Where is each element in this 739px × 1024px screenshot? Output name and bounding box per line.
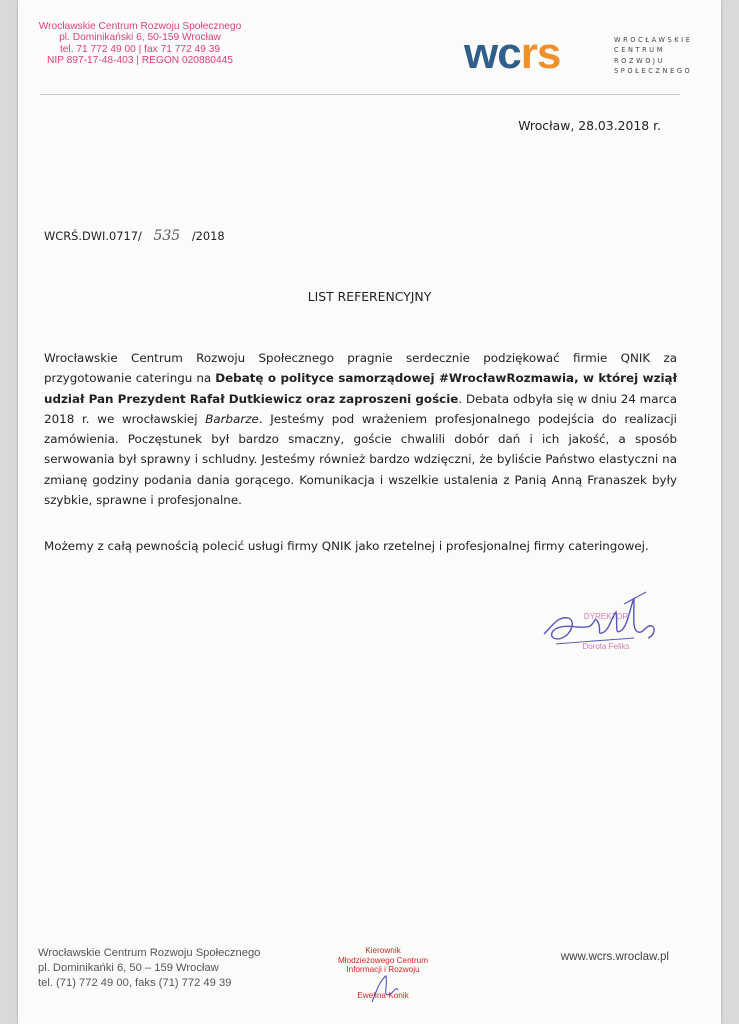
stamp-line: NIP 897-17-48-403 | REGON 020880445 bbox=[47, 55, 233, 67]
signature-stamp-role: DYREKTOR bbox=[583, 612, 629, 621]
footer-stamp bbox=[318, 946, 448, 1000]
signature-stamp-name: Dorota Feliks bbox=[582, 642, 630, 651]
logo-text-line: SPOŁECZNEGO bbox=[614, 67, 693, 76]
letter-page bbox=[18, 0, 721, 1024]
body-paragraph-2: Możemy z całą pewnością polecić usługi firmy QNIK jako rzetelnej i profesjonalnej firmy cateringowej. bbox=[44, 539, 649, 553]
footer-website[interactable]: www.wcrs.wroclaw.pl bbox=[560, 950, 669, 963]
reference-number bbox=[44, 228, 225, 244]
stamp-line: Wrocławskie Centrum Rozwoju Społecznego bbox=[38, 21, 242, 32]
p1-text: . Debata odbyła się w dniu 24 marca 2018 r. we wrocławskiej bbox=[44, 391, 678, 426]
logo-text-line: CENTRUM bbox=[614, 46, 666, 55]
letter-date: Wrocław, 28.03.2018 r. bbox=[518, 118, 661, 133]
signature-scribble bbox=[538, 586, 668, 656]
footer-stamp-line: Kierownik bbox=[365, 946, 401, 955]
body-paragraph-1 bbox=[44, 348, 677, 510]
reference-prefix: WCRŚ.DWI.0717/ bbox=[44, 229, 142, 243]
p1-italic-text: Barbarze bbox=[205, 411, 259, 426]
logo-mark bbox=[464, 29, 561, 78]
document-title: LIST REFERENCYJNY bbox=[307, 289, 432, 304]
footer-address-line: tel. (71) 772 49 00, faks (71) 772 49 39 bbox=[38, 977, 232, 989]
header-divider bbox=[40, 94, 680, 95]
logo-mark-part2: rs bbox=[520, 29, 561, 78]
logo-text-line: ROZWOJU bbox=[614, 56, 665, 65]
footer-address-line: Wrocławskie Centrum Rozwoju Społecznego bbox=[38, 947, 261, 959]
footer-stamp-line: Informacji i Rozwoju bbox=[346, 965, 420, 975]
header-stamp bbox=[20, 21, 260, 67]
reference-suffix: /2018 bbox=[191, 229, 225, 243]
logo-text bbox=[614, 35, 693, 77]
footer-signature-scribble bbox=[364, 972, 404, 1006]
p1-text: . Jesteśmy pod wrażeniem profesjonalnego podejścia do realizacji zamówienia. Poczęstunek był bardzo smaczny, goście chwalili dobór dań i ich jakość, a sposób serwowania był sprawny i schludny. Jesteśmy również bardzo wdzięczni, że byliście Państwo elastyczni na zmianę godziny podania dania gorącego. Komunikacja i wszelkie ustalenia z Panią Anną Franaszek były szybkie, sprawne i profesjonalne. bbox=[44, 411, 677, 508]
stamp-line: pl. Dominikański 6, 50-159 Wrocław bbox=[59, 32, 221, 44]
director-signature bbox=[538, 586, 668, 656]
footer-address-line: pl. Dominikańki 6, 50 – 159 Wrocław bbox=[38, 962, 219, 974]
footer-stamp-line: Młodzieżowego Centrum bbox=[337, 955, 429, 965]
reference-handwritten-number: 535 bbox=[153, 228, 181, 244]
stamp-line: tel. 71 772 49 00 | fax 71 772 49 39 bbox=[59, 43, 221, 55]
p1-text: Wrocławskie Centrum Rozwoju Społecznego pragnie serdecznie podziękować firmie QNIK za przygotowanie cateringu na bbox=[44, 351, 677, 386]
footer-address bbox=[38, 946, 260, 991]
logo-text-line: WROCŁAWSKIE bbox=[614, 36, 693, 44]
footer-stamp-name: Ewelina Konik bbox=[357, 990, 409, 1000]
p1-bold-text: Debatę o polityce samorządowej #WrocławRozmawia, w której wziął udział Pan Prezydent Rafał Dutkiewicz oraz zaproszeni goście bbox=[44, 371, 677, 406]
logo-mark-part1: wc bbox=[464, 29, 521, 78]
